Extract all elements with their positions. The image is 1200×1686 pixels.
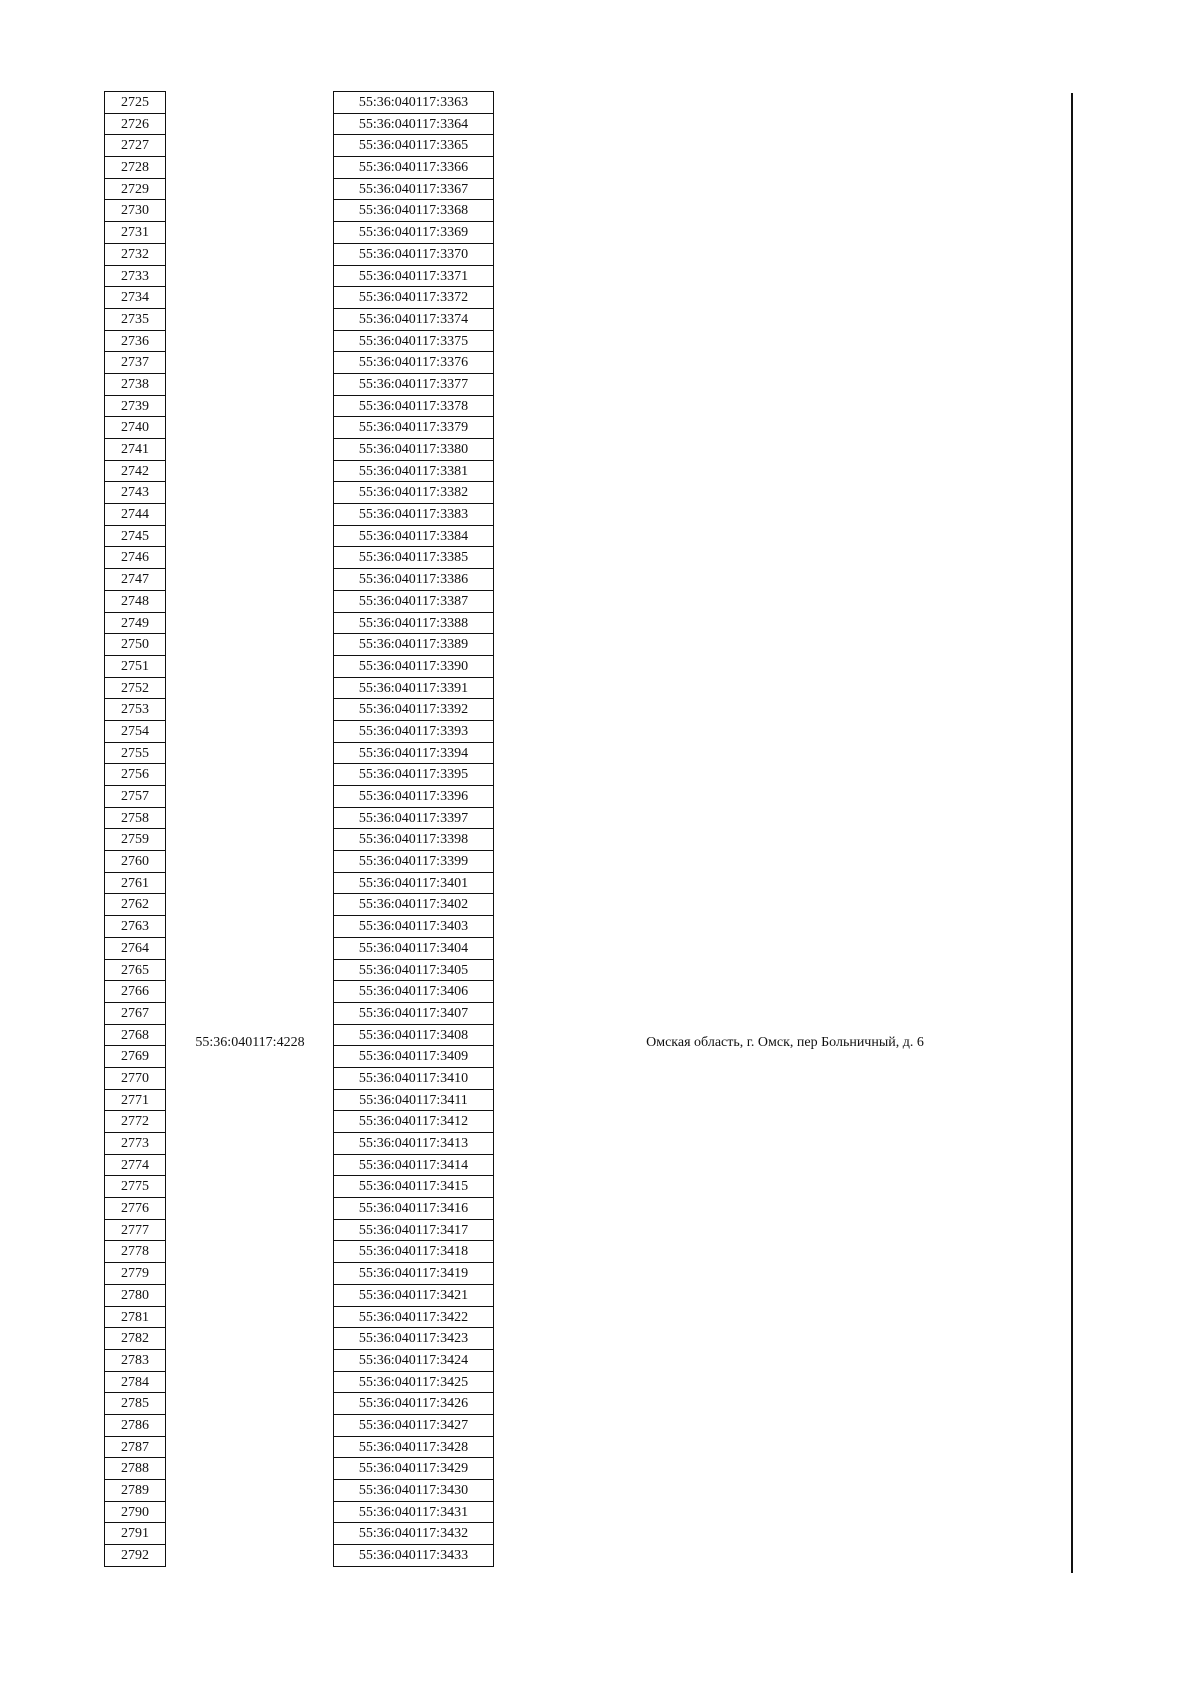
cadastral-number-cell: 55:36:040117:3382	[334, 481, 493, 503]
cadastral-number-cell: 55:36:040117:3396	[334, 785, 493, 807]
row-number-cell: 2729	[105, 178, 165, 200]
row-number-cell: 2788	[105, 1457, 165, 1479]
cadastral-number-cell: 55:36:040117:3405	[334, 959, 493, 981]
row-number-cell: 2785	[105, 1392, 165, 1414]
row-number-cell: 2750	[105, 633, 165, 655]
cadastral-number-cell: 55:36:040117:3372	[334, 286, 493, 308]
cadastral-number-cell: 55:36:040117:3397	[334, 807, 493, 829]
row-number-cell: 2745	[105, 525, 165, 547]
row-number-cell: 2765	[105, 959, 165, 981]
row-number-cell: 2790	[105, 1501, 165, 1523]
cadastral-number-cell: 55:36:040117:3371	[334, 265, 493, 287]
row-number-cell: 2759	[105, 828, 165, 850]
row-number-cell: 2773	[105, 1132, 165, 1154]
row-number-cell: 2782	[105, 1327, 165, 1349]
cadastral-number-cell: 55:36:040117:3421	[334, 1284, 493, 1306]
cadastral-number-cell: 55:36:040117:3378	[334, 395, 493, 417]
cadastral-number-cell: 55:36:040117:3390	[334, 655, 493, 677]
cadastral-number-cell: 55:36:040117:3367	[334, 178, 493, 200]
cadastral-number-cell: 55:36:040117:3404	[334, 937, 493, 959]
row-number-cell: 2749	[105, 612, 165, 634]
cadastral-number-cell: 55:36:040117:3427	[334, 1414, 493, 1436]
row-number-cell: 2735	[105, 308, 165, 330]
row-number-cell: 2740	[105, 416, 165, 438]
row-number-cell: 2732	[105, 243, 165, 265]
row-number-cell: 2733	[105, 265, 165, 287]
row-number-cell: 2784	[105, 1371, 165, 1393]
row-number-cell: 2764	[105, 937, 165, 959]
row-number-cell: 2755	[105, 742, 165, 764]
cadastral-number-cell: 55:36:040117:3391	[334, 677, 493, 699]
cadastral-number-cell: 55:36:040117:3418	[334, 1240, 493, 1262]
cadastral-number-cell: 55:36:040117:3387	[334, 590, 493, 612]
row-number-cell: 2770	[105, 1067, 165, 1089]
row-number-cell: 2754	[105, 720, 165, 742]
cadastral-number-cell: 55:36:040117:3412	[334, 1110, 493, 1132]
cadastral-number-cell: 55:36:040117:3430	[334, 1479, 493, 1501]
row-number-cell: 2768	[105, 1024, 165, 1046]
row-number-cell: 2766	[105, 980, 165, 1002]
cadastral-number-cell: 55:36:040117:3364	[334, 113, 493, 135]
cadastral-number-cell: 55:36:040117:3363	[334, 91, 493, 113]
cadastral-number-cell: 55:36:040117:3389	[334, 633, 493, 655]
cadastral-number-cell: 55:36:040117:3386	[334, 568, 493, 590]
row-number-cell: 2786	[105, 1414, 165, 1436]
cadastral-number-cell: 55:36:040117:3403	[334, 915, 493, 937]
cadastral-number-cell: 55:36:040117:3366	[334, 156, 493, 178]
cadastral-number-cell: 55:36:040117:3411	[334, 1089, 493, 1111]
cadastral-number-cell: 55:36:040117:3426	[334, 1392, 493, 1414]
cadastral-number-cell: 55:36:040117:3431	[334, 1501, 493, 1523]
row-number-cell: 2789	[105, 1479, 165, 1501]
row-number-cell: 2756	[105, 763, 165, 785]
row-number-cell: 2777	[105, 1219, 165, 1241]
row-number-cell: 2783	[105, 1349, 165, 1371]
row-number-cell: 2737	[105, 351, 165, 373]
row-number-cell: 2731	[105, 221, 165, 243]
cadastral-number-cell: 55:36:040117:3379	[334, 416, 493, 438]
row-number-cell: 2742	[105, 460, 165, 482]
row-number-cell: 2762	[105, 893, 165, 915]
cadastral-number-cell: 55:36:040117:3407	[334, 1002, 493, 1024]
cadastral-number-cell: 55:36:040117:3402	[334, 893, 493, 915]
cadastral-number-cell: 55:36:040117:3399	[334, 850, 493, 872]
row-number-cell: 2738	[105, 373, 165, 395]
cadastral-number-cell: 55:36:040117:3398	[334, 828, 493, 850]
cadastral-number-cell: 55:36:040117:3432	[334, 1522, 493, 1544]
parent-cadastral-number: 55:36:040117:4228	[195, 1035, 305, 1050]
cadastral-number-cell: 55:36:040117:3369	[334, 221, 493, 243]
cadastral-number-cell: 55:36:040117:3368	[334, 199, 493, 221]
row-number-cell: 2791	[105, 1522, 165, 1544]
row-number-cell: 2741	[105, 438, 165, 460]
row-number-cell: 2751	[105, 655, 165, 677]
cadastral-number-cell: 55:36:040117:3409	[334, 1045, 493, 1067]
cadastral-number-cell: 55:36:040117:3425	[334, 1371, 493, 1393]
row-number-cell: 2746	[105, 546, 165, 568]
cadastral-number-column	[333, 91, 494, 1567]
cadastral-number-cell: 55:36:040117:3375	[334, 330, 493, 352]
row-number-cell: 2753	[105, 698, 165, 720]
cadastral-number-cell: 55:36:040117:3383	[334, 503, 493, 525]
cadastral-number-cell: 55:36:040117:3365	[334, 134, 493, 156]
row-number-cell: 2760	[105, 850, 165, 872]
row-number-cell: 2781	[105, 1306, 165, 1328]
row-number-cell: 2761	[105, 872, 165, 894]
row-number-cell: 2780	[105, 1284, 165, 1306]
row-number-cell: 2748	[105, 590, 165, 612]
row-number-cell: 2792	[105, 1544, 165, 1566]
row-number-cell: 2752	[105, 677, 165, 699]
cadastral-number-cell: 55:36:040117:3376	[334, 351, 493, 373]
cadastral-number-cell: 55:36:040117:3429	[334, 1457, 493, 1479]
row-number-cell: 2726	[105, 113, 165, 135]
cadastral-number-cell: 55:36:040117:3414	[334, 1154, 493, 1176]
row-number-cell: 2763	[105, 915, 165, 937]
row-number-cell: 2728	[105, 156, 165, 178]
cadastral-number-cell: 55:36:040117:3424	[334, 1349, 493, 1371]
cadastral-number-cell: 55:36:040117:3377	[334, 373, 493, 395]
row-number-cell: 2778	[105, 1240, 165, 1262]
cadastral-number-cell: 55:36:040117:3423	[334, 1327, 493, 1349]
cadastral-number-cell: 55:36:040117:3428	[334, 1436, 493, 1458]
cadastral-number-cell: 55:36:040117:3413	[334, 1132, 493, 1154]
row-number-column	[104, 91, 166, 1567]
row-number-cell: 2787	[105, 1436, 165, 1458]
cadastral-number-cell: 55:36:040117:3422	[334, 1306, 493, 1328]
cadastral-number-cell: 55:36:040117:3384	[334, 525, 493, 547]
table-right-border	[1071, 93, 1073, 1573]
row-number-cell: 2739	[105, 395, 165, 417]
cadastral-number-cell: 55:36:040117:3392	[334, 698, 493, 720]
cadastral-number-cell: 55:36:040117:3410	[334, 1067, 493, 1089]
row-number-cell: 2775	[105, 1175, 165, 1197]
row-number-cell: 2769	[105, 1045, 165, 1067]
row-number-cell: 2774	[105, 1154, 165, 1176]
row-number-cell: 2734	[105, 286, 165, 308]
cadastral-number-cell: 55:36:040117:3408	[334, 1024, 493, 1046]
cadastral-number-cell: 55:36:040117:3370	[334, 243, 493, 265]
cadastral-number-cell: 55:36:040117:3393	[334, 720, 493, 742]
row-number-cell: 2767	[105, 1002, 165, 1024]
row-number-cell: 2730	[105, 199, 165, 221]
cadastral-number-cell: 55:36:040117:3388	[334, 612, 493, 634]
cadastral-number-cell: 55:36:040117:3433	[334, 1544, 493, 1566]
row-number-cell: 2744	[105, 503, 165, 525]
cadastral-number-cell: 55:36:040117:3401	[334, 872, 493, 894]
row-number-cell: 2747	[105, 568, 165, 590]
cadastral-number-cell: 55:36:040117:3395	[334, 763, 493, 785]
cadastral-number-cell: 55:36:040117:3380	[334, 438, 493, 460]
cadastral-number-cell: 55:36:040117:3385	[334, 546, 493, 568]
row-number-cell: 2779	[105, 1262, 165, 1284]
cadastral-number-cell: 55:36:040117:3381	[334, 460, 493, 482]
cadastral-number-cell: 55:36:040117:3415	[334, 1175, 493, 1197]
row-number-cell: 2743	[105, 481, 165, 503]
cadastral-number-cell: 55:36:040117:3419	[334, 1262, 493, 1284]
cadastral-number-cell: 55:36:040117:3406	[334, 980, 493, 1002]
cadastral-number-cell: 55:36:040117:3416	[334, 1197, 493, 1219]
row-number-cell: 2757	[105, 785, 165, 807]
row-number-cell: 2771	[105, 1089, 165, 1111]
cadastral-number-cell: 55:36:040117:3394	[334, 742, 493, 764]
cadastral-number-cell: 55:36:040117:3374	[334, 308, 493, 330]
row-number-cell: 2758	[105, 807, 165, 829]
row-number-cell: 2727	[105, 134, 165, 156]
cadastral-number-cell: 55:36:040117:3417	[334, 1219, 493, 1241]
row-number-cell: 2725	[105, 91, 165, 113]
object-address: Омская область, г. Омск, пер Больничный, д. 6	[646, 1035, 924, 1050]
row-number-cell: 2772	[105, 1110, 165, 1132]
row-number-cell: 2776	[105, 1197, 165, 1219]
row-number-cell: 2736	[105, 330, 165, 352]
